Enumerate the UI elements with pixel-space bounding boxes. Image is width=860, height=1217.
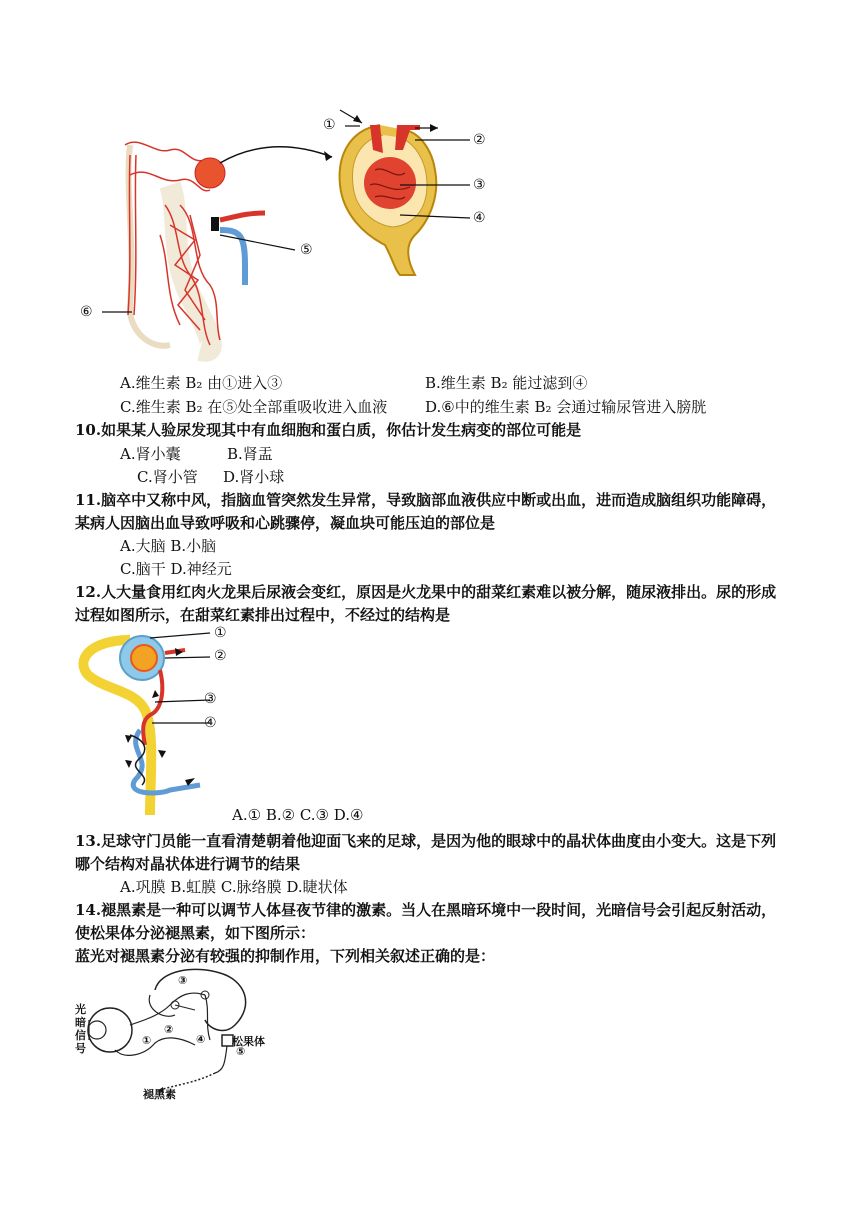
- q11-options-ab: A.大脑 B.小脑: [120, 537, 217, 555]
- figure-label-1: ①: [323, 117, 336, 133]
- q13-stem-line2: 哪个结构对晶状体进行调节的结果: [75, 855, 301, 873]
- q12-stem-line1: 12.人大量食用红肉火龙果后尿液会变红，原因是火龙果中的甜菜红素难以被分解，随尿液排出。尿的形成: [75, 583, 777, 601]
- q11-stem-line1: 11.脑卒中又称中风，指脑血管突然发生异常，导致脑部血液供应中断或出血，进而造成脑组织功能障碍，: [75, 491, 777, 509]
- melatonin-label: 褪黑素: [143, 1088, 176, 1101]
- figure-label-2: ②: [473, 132, 486, 148]
- q14-figure-n2: ②: [164, 1023, 174, 1036]
- figure-label-4: ④: [473, 210, 486, 226]
- q14-stem-line2: 使松果体分泌褪黑素，如下图所示：: [75, 924, 316, 942]
- q14-figure-n4: ④: [196, 1033, 206, 1046]
- figure-label-5: ⑤: [300, 242, 313, 258]
- light-dark-signal-label: 光暗信号: [75, 1003, 86, 1055]
- q12-stem-line2: 过程如图所示，在甜菜红素排出过程中，不经过的结构是: [75, 606, 451, 624]
- figure-label-6: ⑥: [80, 304, 93, 320]
- q10-option-a: A.肾小囊: [120, 445, 181, 463]
- q13-options: A.巩膜 B.虹膜 C.脉络膜 D.睫状体: [120, 878, 348, 896]
- q14-figure-n3: ③: [178, 974, 188, 987]
- q14-stem-line1: 14.褪黑素是一种可以调节人体昼夜节律的激素。当人在黑暗环境中一段时间，光暗信号会引起反射活动，: [75, 901, 777, 919]
- urine-formation-figure: [70, 620, 240, 820]
- q12-figure-label-3: ③: [204, 691, 217, 707]
- q12-options: A.① B.② C.③ D.④: [232, 806, 364, 824]
- q12-figure-label-1: ①: [214, 625, 227, 641]
- q9-option-c: C.维生素 B₂ 在⑤处全部重吸收进入血液: [120, 398, 388, 416]
- pineal-label: 松果体: [232, 1035, 265, 1048]
- q10-option-c: C.肾小管: [137, 468, 198, 486]
- q10-option-d: D.肾小球: [223, 468, 285, 486]
- q14-figure-n5: ⑤: [236, 1045, 246, 1058]
- q14-figure-n1: ①: [142, 1034, 152, 1047]
- q14-stem-line3: 蓝光对褪黑素分泌有较强的抑制作用，下列相关叙述正确的是：: [75, 947, 496, 965]
- q10-option-b: B.肾盂: [227, 445, 273, 463]
- q13-stem-line1: 13.足球守门员能一直看清楚朝着他迎面飞来的足球，是因为他的眼球中的晶状体曲度由小变大。这是下列: [75, 832, 777, 850]
- nephron-figure: [70, 105, 500, 365]
- q11-options-cd: C.脑干 D.神经元: [120, 560, 232, 578]
- q9-option-b: B.维生素 B₂ 能过滤到④: [425, 374, 588, 392]
- melatonin-reflex-figure: [75, 965, 290, 1105]
- q9-option-a: A.维生素 B₂ 由①进入③: [120, 374, 283, 392]
- q11-stem-line2: 某病人因脑出血导致呼吸和心跳骤停，凝血块可能压迫的部位是: [75, 514, 496, 532]
- q12-figure-label-2: ②: [214, 648, 227, 664]
- q12-figure-label-4: ④: [204, 715, 217, 731]
- q9-option-d: D.⑥中的维生素 B₂ 会通过输尿管进入膀胱: [425, 398, 707, 416]
- figure-label-3: ③: [473, 177, 486, 193]
- q10-stem: 10.如果某人验尿发现其中有血细胞和蛋白质，你估计发生病变的部位可能是: [75, 421, 582, 439]
